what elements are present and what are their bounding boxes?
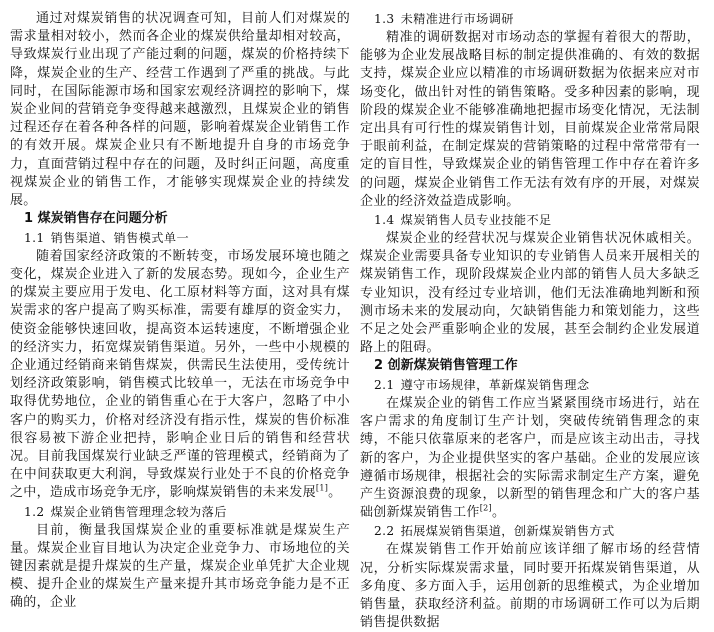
- intro-paragraph: 通过对煤炭销售的状况调查可知，目前人们对煤炭的需求量相对较小，然而各企业的煤炭供给量却相对较高，导致煤炭行业出现了产能过剩的问题，煤炭的价格持续下降，煤炭企业的生产、经营工作遇到了严重的挑战。与此同时，在国际能源市场和国家宏观经济调控的影响下，煤炭企业间的营销竞争变得越来越激烈，且煤炭企业的销售过程还存在着各种各样的问题，影响着煤炭企业销售工作的有效开展。煤炭企业只有不断地提升自身的市场竞争力，直面营销过程中存在的问题，及时纠正问题，高度重视煤炭企业的销售工作，才能够实现煤炭企业的持续发展。: [10, 11, 350, 209]
- section-title: 创新煤炭销售管理工作: [387, 358, 518, 374]
- subsection-title: 煤炭企业销售管理理念较为落后: [50, 504, 227, 519]
- subsection-1-4-paragraph: 煤炭企业的经营状况与煤炭企业销售状况休戚相关。煤炭企业需要具备专业知识的专业销售人员来开展相关的煤炭销售工作，现阶段煤炭企业内部的销售人员大多缺乏专业知识，没有经过专业培训，他们无法准确地判断和预测市场未来的发展动向，欠缺销售能力和策划能力，这些不足之处会严重影响企业的发展，甚至会制约企业发展道路上的阻碍。: [360, 231, 700, 356]
- section-number: 1: [24, 211, 34, 227]
- subsection-number: 1.2: [24, 504, 45, 519]
- subsection-1-1-heading: [10, 229, 350, 248]
- subsection-2-2-paragraph: 在煤炭销售工作开始前应该详细了解市场的经营情况，分析实际煤炭需求量，同时要开拓煤炭销售渠道，从多角度、多方面入手，运用创新的思维模式，为企业增加销售量，获取经济利益。前期的市场调研工作可以为后期销售提供数据: [360, 542, 700, 631]
- subsection-1-4-heading: [360, 211, 700, 230]
- right-column: [360, 10, 700, 632]
- citation-ref: [1]: [315, 484, 329, 494]
- subsection-title: 煤炭销售人员专业技能不足: [400, 213, 552, 228]
- subsection-title: 销售渠道、销售模式单一: [50, 230, 190, 245]
- subsection-number: 2.2: [374, 524, 395, 539]
- left-column: [10, 10, 350, 613]
- subsection-number: 1.1: [24, 230, 45, 245]
- subsection-1-2-heading: [10, 503, 350, 522]
- subsection-number: 1.4: [374, 213, 395, 228]
- paragraph-end: 。: [328, 485, 342, 501]
- subsection-1-3-paragraph: 精准的调研数据对市场动态的掌握有着很大的帮助，能够为企业发展战略目标的制定提供准确的、有效的数据支持，煤炭企业应以精准的市场调研数据为依据来应对市场变化，做出针对性的销售策略。受多种因素的影响，现阶段的煤炭企业不能够准确地把握市场变化情况，无法制定出具有可行性的煤炭销售计划，目前煤炭企业常常局限于眼前利益，在制定煤炭的营销策略的过程中常常带有一定的盲目性，导致煤炭企业的销售管理工作中存在着许多的问题，煤炭企业销售工作无法有效有序的开展，对煤炭企业的经济效益造成影响。: [360, 30, 700, 209]
- subsection-number: 2.1: [374, 377, 395, 392]
- subsection-2-1-heading: [360, 376, 700, 395]
- subsection-number: 1.3: [374, 12, 395, 26]
- subsection-title: 未精准进行市场调研: [400, 12, 514, 26]
- subsection-1-2-paragraph: 目前，衡量我国煤炭企业的重要标准就是煤炭生产量。煤炭企业盲目地认为决定企业竞争力、市场地位的关键因素就是提升煤炭的生产量，煤炭企业单凭扩大企业规模、提升企业的煤炭生产量来提升其市场竞争能力是不正确的，企业: [10, 522, 350, 611]
- citation-ref: [2]: [479, 503, 492, 513]
- paragraph-end: 。: [491, 505, 506, 521]
- subsection-1-1-paragraph: [10, 248, 350, 503]
- section-2-heading: [360, 357, 700, 376]
- subsection-title: 遵守市场规律，革新煤炭销售理念: [400, 377, 590, 392]
- section-title: 煤炭销售存在问题分析: [37, 211, 168, 227]
- paragraph-text: 随着国家经济政策的不断转变，市场发展环境也随之变化，煤炭企业进入了新的发展态势。现如今，企业生产的煤炭主要应用于发电、化工原材料等方面，这对具有煤炭需求的客户提高了购买标准，需要有雄厚的资金实力，使资金能够快速回收，提高资本运转速度，不断增强企业的经济实力，拓宽煤炭销售渠道。另外，一些中小规模的企业通过经销商来销售煤炭，供需民生法使用，受传统计划经济政策影响，销售模式比较单一，无法在市场竞争中取得优势地位，企业的销售重心在于大客户，忽略了中小客户的购买力，价格对经济没有指示性，煤炭的售价标准很容易被下游企业把持，影响企业日后的销售和经营状况。目前我国煤炭行业缺乏严谨的管理模式，经销商为了在中间获取更大利润，导致煤炭行业处于不良的价格竞争之中，造成市场竞争无序，影响煤炭销售的未来发展: [10, 248, 350, 501]
- subsection-2-1-paragraph: [360, 395, 700, 522]
- subsection-1-3-heading: [360, 10, 700, 29]
- section-number: 2: [374, 358, 384, 374]
- subsection-title: 拓展煤炭销售渠道，创新煤炭销售方式: [400, 524, 615, 539]
- section-1-heading: [10, 210, 350, 229]
- paragraph-text: 在煤炭企业的销售工作应当紧紧围绕市场进行，站在客户需求的角度制订生产计划，突破传统销售理念的束缚，不能只依靠原来的老客户，而是应该主动出击，寻找新的客户，为企业提供坚实的客户基础。企业的发展应该遵循市场规律，根据社会的实际需求制定生产方案，避免产生资源浪费的现象，以新型的销售理念和广大的客户基础创新煤炭销售工作: [360, 395, 700, 521]
- subsection-2-2-heading: [360, 522, 700, 541]
